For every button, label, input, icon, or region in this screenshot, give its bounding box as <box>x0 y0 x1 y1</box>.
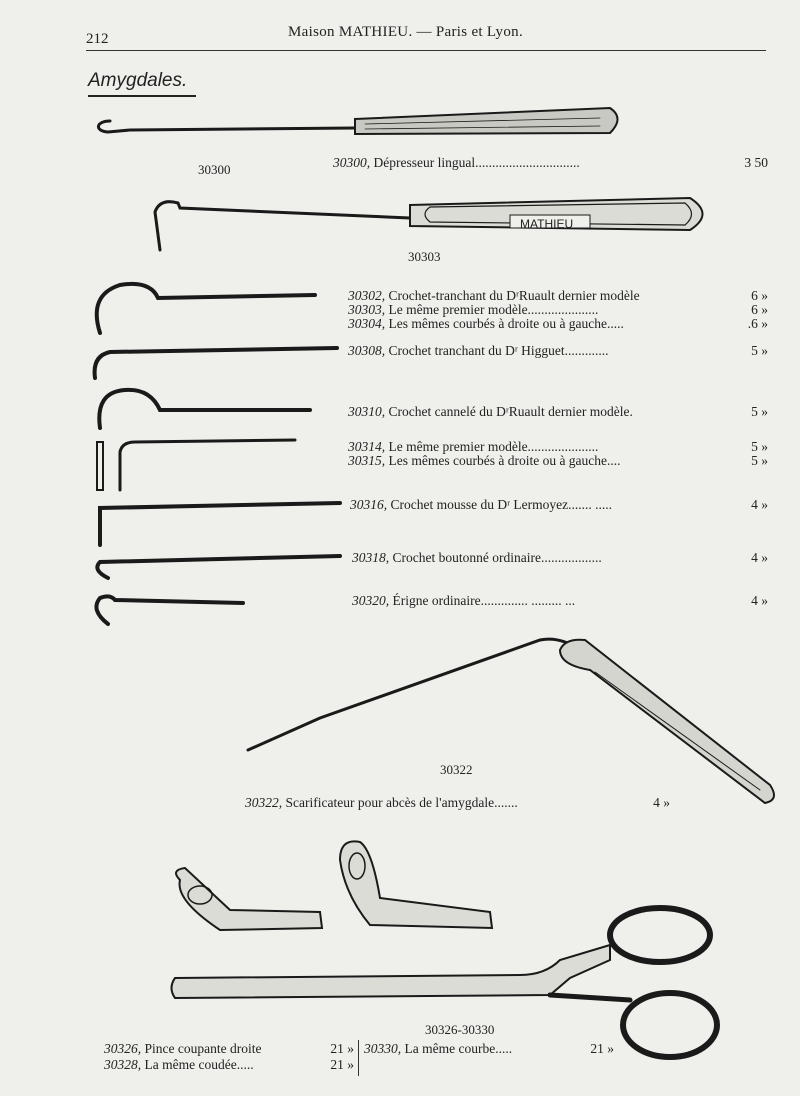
figure-ref-30326: 30326-30330 <box>425 1022 495 1037</box>
item-number: 30328, <box>104 1057 142 1072</box>
hook-30308-illustration <box>95 348 337 378</box>
item-line <box>348 343 768 359</box>
item-line <box>348 316 768 332</box>
item-number: 30308, <box>348 343 386 358</box>
scarificator-illustration <box>248 639 774 803</box>
item-price: 6 » <box>751 302 768 317</box>
item-price: 3 50 <box>744 155 768 170</box>
item-description: Le même premier modèle..................... <box>388 439 599 454</box>
item-number: 30330, <box>364 1041 402 1056</box>
item-description: Crochet-tranchant du DʳRuault dernier modèle <box>388 288 640 303</box>
item-number: 30303, <box>348 302 386 317</box>
item-number: 30320, <box>352 593 390 608</box>
item-number: 30304, <box>348 316 386 331</box>
item-description: Le même premier modèle..................... <box>388 302 599 317</box>
hook-30316-illustration <box>100 503 340 545</box>
item-number: 30300, <box>333 155 371 170</box>
item-line <box>352 550 768 566</box>
hook-30302-illustration <box>97 284 315 333</box>
item-description: Les mêmes courbés à droite ou à gauche.... <box>388 453 621 468</box>
figure-ref-30303: 30303 <box>408 249 441 264</box>
section-title: Amygdales. <box>88 70 188 91</box>
item-price: 21 » <box>590 1041 614 1056</box>
item-number: 30314, <box>348 439 386 454</box>
item-number: 30310, <box>348 404 386 419</box>
item-number: 30302, <box>348 288 386 303</box>
hook-30310-illustration <box>99 390 310 428</box>
item-description: Dépresseur lingual............................... <box>373 155 580 170</box>
item-number: 30315, <box>348 453 386 468</box>
item-description: La même courbe..... <box>404 1041 513 1056</box>
item-number: 30322, <box>245 795 283 810</box>
item-description: La même coudée..... <box>144 1057 254 1072</box>
item-line <box>348 404 768 420</box>
column-separator <box>358 1040 359 1076</box>
forceps-tip-curved-illustration <box>340 841 492 928</box>
hook-30318-illustration <box>97 556 340 578</box>
figure-ref-30322: 30322 <box>440 762 473 777</box>
item-description: Crochet mousse du Dʳ Lermoyez....... ..... <box>390 497 613 512</box>
hook-30314-side-illustration <box>97 442 103 490</box>
engraved-mathieu: MATHIEU <box>520 217 574 231</box>
item-line <box>352 593 768 609</box>
item-price: 4 » <box>751 593 768 608</box>
item-description: Scarificateur pour abcès de l'amygdale....... <box>285 795 518 810</box>
item-price: 4 » <box>751 497 768 512</box>
item-line <box>364 1041 614 1057</box>
running-head: Maison MATHIEU. — Paris et Lyon. <box>288 24 524 40</box>
item-line <box>333 155 768 171</box>
item-line <box>348 453 768 469</box>
item-price: 5 » <box>751 453 768 468</box>
item-description: Crochet boutonné ordinaire.................. <box>392 550 602 565</box>
item-price: 4 » <box>751 550 768 565</box>
item-description: Crochet cannelé du DʳRuault dernier modèle. <box>388 404 633 419</box>
item-price: .6 » <box>747 316 768 331</box>
item-description: Pince coupante droite <box>144 1041 262 1056</box>
item-line <box>104 1041 354 1057</box>
hook-handle-illustration <box>155 198 703 250</box>
figure-ref-30300: 30300 <box>198 162 231 177</box>
item-price: 5 » <box>751 404 768 419</box>
item-description: Les mêmes courbés à droite ou à gauche..... <box>388 316 624 331</box>
item-price: 6 » <box>751 288 768 303</box>
page-number: 212 <box>86 31 109 47</box>
item-price: 21 » <box>330 1057 354 1072</box>
forceps-tip-bent-illustration <box>176 868 322 930</box>
item-number: 30316, <box>350 497 388 512</box>
item-number: 30326, <box>104 1041 142 1056</box>
item-line <box>350 497 768 513</box>
item-price: 5 » <box>751 343 768 358</box>
item-price: 5 » <box>751 439 768 454</box>
item-line <box>245 795 670 811</box>
item-line <box>104 1057 354 1073</box>
item-description: Crochet tranchant du Dʳ Higguet............. <box>388 343 609 358</box>
tongue-depressor-illustration <box>98 108 617 134</box>
item-price: 4 » <box>653 795 670 810</box>
hook-30314-illustration <box>120 440 295 490</box>
hook-30320-illustration <box>96 596 243 624</box>
item-price: 21 » <box>330 1041 354 1056</box>
item-number: 30318, <box>352 550 390 565</box>
item-description: Érigne ordinaire.............. ......... ... <box>392 593 576 608</box>
